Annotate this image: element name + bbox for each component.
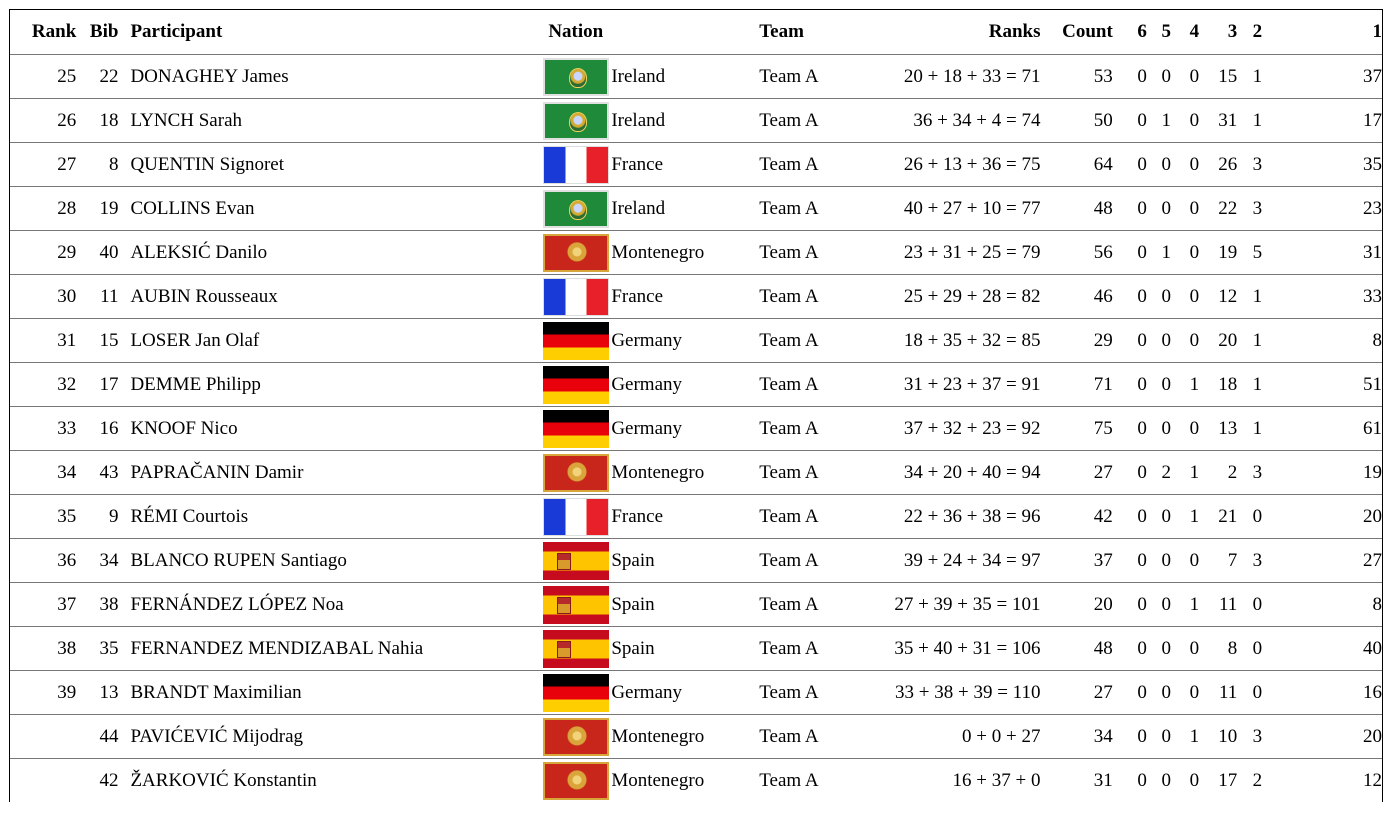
cell-5: 0 <box>1147 759 1171 803</box>
cell-bib: 35 <box>76 627 118 671</box>
nation-name: France <box>611 153 664 175</box>
col-header-bib[interactable]: Bib <box>89 21 119 42</box>
col-header-team[interactable]: Team <box>759 21 804 42</box>
cell-2: 2 <box>1237 759 1277 803</box>
cell-team: Team A <box>759 759 849 803</box>
cell-nation <box>548 143 759 187</box>
cell-5: 1 <box>1147 231 1171 275</box>
cell-bib: 16 <box>76 407 118 451</box>
cell-5: 1 <box>1147 99 1171 143</box>
nation-name: Spain <box>611 549 655 571</box>
cell-team: Team A <box>759 627 849 671</box>
cell-2: 0 <box>1237 671 1277 715</box>
cell-3: 20 <box>1199 319 1237 363</box>
cell-3: 13 <box>1199 407 1237 451</box>
cell-rank: 34 <box>10 451 76 495</box>
cell-count: 48 <box>1040 187 1112 231</box>
spain-flag-icon <box>543 586 609 624</box>
nation-name: Germany <box>611 681 683 703</box>
cell-4: 0 <box>1171 407 1199 451</box>
cell-bib: 17 <box>76 363 118 407</box>
cell-5: 0 <box>1147 715 1171 759</box>
nation-name: Ireland <box>611 109 666 131</box>
cell-5: 0 <box>1147 187 1171 231</box>
cell-team: Team A <box>759 363 849 407</box>
cell-count: 56 <box>1040 231 1112 275</box>
table-row[interactable] <box>10 275 1382 319</box>
cell-nation <box>548 627 759 671</box>
cell-rank: 30 <box>10 275 76 319</box>
cell-participant: ALEKSIĆ Danilo <box>118 231 548 275</box>
cell-ranks: 35 + 40 + 31 = 106 <box>850 627 1041 671</box>
table-row[interactable] <box>10 319 1382 363</box>
cell-nation <box>548 187 759 231</box>
nation-name: France <box>611 505 664 527</box>
cell-ranks: 27 + 39 + 35 = 101 <box>850 583 1041 627</box>
cell-team: Team A <box>759 99 849 143</box>
nation-name: Ireland <box>611 65 666 87</box>
cell-6: 0 <box>1113 407 1147 451</box>
nation-name: Montenegro <box>611 725 705 747</box>
cell-3: 7 <box>1199 539 1237 583</box>
cell-team: Team A <box>759 451 849 495</box>
cell-3: 10 <box>1199 715 1237 759</box>
table-row[interactable] <box>10 759 1382 803</box>
cell-ranks: 31 + 23 + 37 = 91 <box>850 363 1041 407</box>
table-row[interactable] <box>10 407 1382 451</box>
cell-nation <box>548 759 759 803</box>
cell-ranks: 25 + 29 + 28 = 82 <box>850 275 1041 319</box>
cell-1: 8 <box>1277 583 1382 627</box>
cell-3: 11 <box>1199 583 1237 627</box>
cell-bib: 11 <box>76 275 118 319</box>
cell-rank: 33 <box>10 407 76 451</box>
cell-5: 0 <box>1147 671 1171 715</box>
cell-rank: 37 <box>10 583 76 627</box>
cell-1: 19 <box>1277 451 1382 495</box>
table-row[interactable] <box>10 187 1382 231</box>
cell-4: 0 <box>1171 671 1199 715</box>
cell-rank <box>10 759 76 803</box>
cell-5: 0 <box>1147 363 1171 407</box>
cell-3: 11 <box>1199 671 1237 715</box>
cell-4: 0 <box>1171 275 1199 319</box>
cell-team: Team A <box>759 539 849 583</box>
cell-ranks: 18 + 35 + 32 = 85 <box>850 319 1041 363</box>
table-row[interactable] <box>10 671 1382 715</box>
cell-rank: 31 <box>10 319 76 363</box>
cell-6: 0 <box>1113 539 1147 583</box>
col-header-6[interactable]: 6 <box>1137 21 1147 42</box>
table-row[interactable] <box>10 99 1382 143</box>
table-row[interactable] <box>10 363 1382 407</box>
cell-count: 20 <box>1040 583 1112 627</box>
cell-2: 0 <box>1237 583 1277 627</box>
cell-count: 71 <box>1040 363 1112 407</box>
cell-3: 18 <box>1199 363 1237 407</box>
cell-3: 21 <box>1199 495 1237 539</box>
cell-count: 42 <box>1040 495 1112 539</box>
cell-count: 37 <box>1040 539 1112 583</box>
nation-name: Spain <box>611 637 655 659</box>
cell-rank: 39 <box>10 671 76 715</box>
cell-participant: QUENTIN Signoret <box>118 143 548 187</box>
cell-nation <box>548 319 759 363</box>
ireland-flag-icon <box>543 190 609 228</box>
col-header-rank[interactable]: Rank <box>31 21 77 42</box>
cell-count: 46 <box>1040 275 1112 319</box>
cell-nation <box>548 583 759 627</box>
cell-2: 1 <box>1237 55 1277 99</box>
cell-5: 0 <box>1147 143 1171 187</box>
cell-6: 0 <box>1113 275 1147 319</box>
cell-4: 0 <box>1171 627 1199 671</box>
cell-4: 1 <box>1171 715 1199 759</box>
cell-6: 0 <box>1113 495 1147 539</box>
nation-name: Montenegro <box>611 769 705 791</box>
cell-4: 0 <box>1171 99 1199 143</box>
cell-4: 0 <box>1171 143 1199 187</box>
col-header-ranks[interactable]: Ranks <box>988 21 1041 42</box>
cell-rank: 29 <box>10 231 76 275</box>
cell-nation <box>548 363 759 407</box>
cell-5: 0 <box>1147 627 1171 671</box>
cell-rank <box>10 715 76 759</box>
cell-ranks: 22 + 36 + 38 = 96 <box>850 495 1041 539</box>
cell-ranks: 39 + 24 + 34 = 97 <box>850 539 1041 583</box>
ireland-flag-icon <box>543 58 609 96</box>
cell-team: Team A <box>759 319 849 363</box>
col-header-participant[interactable]: Participant <box>130 21 223 42</box>
cell-2: 3 <box>1237 143 1277 187</box>
cell-rank: 26 <box>10 99 76 143</box>
cell-4: 1 <box>1171 363 1199 407</box>
cell-count: 27 <box>1040 451 1112 495</box>
cell-participant: AUBIN Rousseaux <box>118 275 548 319</box>
cell-6: 0 <box>1113 187 1147 231</box>
cell-bib: 43 <box>76 451 118 495</box>
cell-bib: 13 <box>76 671 118 715</box>
cell-6: 0 <box>1113 319 1147 363</box>
cell-4: 0 <box>1171 187 1199 231</box>
cell-6: 0 <box>1113 759 1147 803</box>
cell-nation <box>548 539 759 583</box>
col-header-4[interactable]: 4 <box>1189 21 1200 42</box>
france-flag-icon <box>543 146 609 184</box>
cell-team: Team A <box>759 495 849 539</box>
cell-1: 35 <box>1277 143 1382 187</box>
cell-team: Team A <box>759 55 849 99</box>
cell-bib: 42 <box>76 759 118 803</box>
cell-5: 0 <box>1147 319 1171 363</box>
cell-1: 17 <box>1277 99 1382 143</box>
results-table-container <box>9 9 1383 802</box>
cell-nation <box>548 275 759 319</box>
ireland-flag-icon <box>543 102 609 140</box>
cell-6: 0 <box>1113 583 1147 627</box>
cell-ranks: 34 + 20 + 40 = 94 <box>850 451 1041 495</box>
cell-team: Team A <box>759 143 849 187</box>
col-header-3[interactable]: 3 <box>1227 21 1238 42</box>
cell-6: 0 <box>1113 143 1147 187</box>
cell-bib: 44 <box>76 715 118 759</box>
cell-6: 0 <box>1113 99 1147 143</box>
table-row[interactable] <box>10 55 1382 99</box>
cell-bib: 15 <box>76 319 118 363</box>
cell-nation <box>548 99 759 143</box>
cell-1: 20 <box>1277 715 1382 759</box>
cell-4: 0 <box>1171 319 1199 363</box>
col-header-nation[interactable]: Nation <box>548 21 604 42</box>
cell-1: 61 <box>1277 407 1382 451</box>
cell-4: 0 <box>1171 759 1199 803</box>
cell-4: 0 <box>1171 55 1199 99</box>
cell-rank: 36 <box>10 539 76 583</box>
cell-1: 16 <box>1277 671 1382 715</box>
cell-team: Team A <box>759 231 849 275</box>
cell-2: 3 <box>1237 451 1277 495</box>
cell-4: 0 <box>1171 231 1199 275</box>
header-row <box>10 10 1382 55</box>
germany-flag-icon <box>543 410 609 448</box>
cell-4: 1 <box>1171 451 1199 495</box>
spain-flag-icon <box>543 630 609 668</box>
cell-rank: 38 <box>10 627 76 671</box>
cell-3: 12 <box>1199 275 1237 319</box>
cell-ranks: 20 + 18 + 33 = 71 <box>850 55 1041 99</box>
france-flag-icon <box>543 278 609 316</box>
cell-2: 1 <box>1237 99 1277 143</box>
nation-name: Germany <box>611 373 683 395</box>
nation-name: Germany <box>611 329 683 351</box>
cell-bib: 18 <box>76 99 118 143</box>
cell-ranks: 23 + 31 + 25 = 79 <box>850 231 1041 275</box>
cell-2: 3 <box>1237 187 1277 231</box>
cell-5: 0 <box>1147 539 1171 583</box>
cell-2: 3 <box>1237 715 1277 759</box>
cell-ranks: 33 + 38 + 39 = 110 <box>850 671 1041 715</box>
cell-6: 0 <box>1113 671 1147 715</box>
cell-bib: 8 <box>76 143 118 187</box>
montenegro-flag-icon <box>543 234 609 272</box>
cell-5: 0 <box>1147 495 1171 539</box>
cell-team: Team A <box>759 275 849 319</box>
cell-5: 0 <box>1147 407 1171 451</box>
cell-1: 23 <box>1277 187 1382 231</box>
cell-3: 2 <box>1199 451 1237 495</box>
cell-6: 0 <box>1113 231 1147 275</box>
cell-bib: 22 <box>76 55 118 99</box>
cell-6: 0 <box>1113 627 1147 671</box>
cell-participant: DONAGHEY James <box>118 55 548 99</box>
cell-count: 48 <box>1040 627 1112 671</box>
montenegro-flag-icon <box>543 718 609 756</box>
cell-3: 17 <box>1199 759 1237 803</box>
cell-team: Team A <box>759 671 849 715</box>
cell-bib: 9 <box>76 495 118 539</box>
cell-participant: BLANCO RUPEN Santiago <box>118 539 548 583</box>
cell-6: 0 <box>1113 451 1147 495</box>
cell-rank: 25 <box>10 55 76 99</box>
cell-participant: DEMME Philipp <box>118 363 548 407</box>
cell-1: 33 <box>1277 275 1382 319</box>
nation-name: Ireland <box>611 197 666 219</box>
cell-1: 8 <box>1277 319 1382 363</box>
cell-2: 3 <box>1237 539 1277 583</box>
cell-4: 1 <box>1171 495 1199 539</box>
cell-1: 20 <box>1277 495 1382 539</box>
cell-3: 22 <box>1199 187 1237 231</box>
cell-rank: 27 <box>10 143 76 187</box>
cell-nation <box>548 671 759 715</box>
cell-2: 5 <box>1237 231 1277 275</box>
cell-2: 1 <box>1237 363 1277 407</box>
cell-participant: ŽARKOVIĆ Konstantin <box>118 759 548 803</box>
cell-count: 27 <box>1040 671 1112 715</box>
cell-nation <box>548 231 759 275</box>
col-header-5[interactable]: 5 <box>1161 21 1172 42</box>
cell-bib: 40 <box>76 231 118 275</box>
cell-participant: COLLINS Evan <box>118 187 548 231</box>
montenegro-flag-icon <box>543 454 609 492</box>
germany-flag-icon <box>543 674 609 712</box>
cell-3: 31 <box>1199 99 1237 143</box>
cell-3: 19 <box>1199 231 1237 275</box>
cell-participant: LOSER Jan Olaf <box>118 319 548 363</box>
cell-count: 50 <box>1040 99 1112 143</box>
col-header-count[interactable]: Count <box>1062 21 1113 42</box>
cell-count: 34 <box>1040 715 1112 759</box>
cell-bib: 19 <box>76 187 118 231</box>
cell-nation <box>548 451 759 495</box>
table-row[interactable] <box>10 495 1382 539</box>
cell-5: 0 <box>1147 275 1171 319</box>
cell-2: 1 <box>1237 407 1277 451</box>
cell-6: 0 <box>1113 715 1147 759</box>
cell-nation <box>548 495 759 539</box>
cell-2: 0 <box>1237 495 1277 539</box>
cell-bib: 34 <box>76 539 118 583</box>
cell-1: 27 <box>1277 539 1382 583</box>
cell-team: Team A <box>759 407 849 451</box>
cell-nation <box>548 55 759 99</box>
cell-ranks: 16 + 37 + 0 <box>850 759 1041 803</box>
cell-participant: FERNÁNDEZ LÓPEZ Noa <box>118 583 548 627</box>
table-row[interactable] <box>10 715 1382 759</box>
results-table <box>10 10 1382 802</box>
col-header-2[interactable]: 2 <box>1252 21 1263 42</box>
results-body <box>10 55 1382 803</box>
cell-2: 0 <box>1237 627 1277 671</box>
cell-5: 0 <box>1147 583 1171 627</box>
cell-nation <box>548 407 759 451</box>
cell-ranks: 0 + 0 + 27 <box>850 715 1041 759</box>
cell-2: 1 <box>1237 275 1277 319</box>
col-header-1[interactable]: 1 <box>1372 21 1382 42</box>
cell-3: 15 <box>1199 55 1237 99</box>
cell-1: 51 <box>1277 363 1382 407</box>
cell-ranks: 37 + 32 + 23 = 92 <box>850 407 1041 451</box>
cell-team: Team A <box>759 583 849 627</box>
cell-5: 2 <box>1147 451 1171 495</box>
montenegro-flag-icon <box>543 762 609 800</box>
cell-participant: FERNANDEZ MENDIZABAL Nahia <box>118 627 548 671</box>
cell-6: 0 <box>1113 363 1147 407</box>
cell-1: 31 <box>1277 231 1382 275</box>
nation-name: Germany <box>611 417 683 439</box>
cell-3: 8 <box>1199 627 1237 671</box>
cell-team: Team A <box>759 715 849 759</box>
table-row[interactable] <box>10 627 1382 671</box>
spain-flag-icon <box>543 542 609 580</box>
france-flag-icon <box>543 498 609 536</box>
cell-rank: 35 <box>10 495 76 539</box>
cell-nation <box>548 715 759 759</box>
table-row[interactable] <box>10 451 1382 495</box>
cell-participant: PAVIĆEVIĆ Mijodrag <box>118 715 548 759</box>
cell-count: 53 <box>1040 55 1112 99</box>
table-row[interactable] <box>10 143 1382 187</box>
cell-participant: PAPRAČANIN Damir <box>118 451 548 495</box>
cell-participant: RÉMI Courtois <box>118 495 548 539</box>
cell-ranks: 26 + 13 + 36 = 75 <box>850 143 1041 187</box>
cell-rank: 32 <box>10 363 76 407</box>
cell-participant: BRANDT Maximilian <box>118 671 548 715</box>
cell-1: 40 <box>1277 627 1382 671</box>
cell-6: 0 <box>1113 55 1147 99</box>
cell-4: 1 <box>1171 583 1199 627</box>
cell-count: 29 <box>1040 319 1112 363</box>
cell-5: 0 <box>1147 55 1171 99</box>
germany-flag-icon <box>543 366 609 404</box>
table-row[interactable] <box>10 231 1382 275</box>
germany-flag-icon <box>543 322 609 360</box>
cell-participant: KNOOF Nico <box>118 407 548 451</box>
nation-name: Montenegro <box>611 461 705 483</box>
cell-participant: LYNCH Sarah <box>118 99 548 143</box>
nation-name: France <box>611 285 664 307</box>
cell-ranks: 40 + 27 + 10 = 77 <box>850 187 1041 231</box>
table-row[interactable] <box>10 539 1382 583</box>
table-row[interactable] <box>10 583 1382 627</box>
cell-ranks: 36 + 34 + 4 = 74 <box>850 99 1041 143</box>
cell-count: 64 <box>1040 143 1112 187</box>
nation-name: Montenegro <box>611 241 705 263</box>
cell-1: 37 <box>1277 55 1382 99</box>
cell-4: 0 <box>1171 539 1199 583</box>
cell-2: 1 <box>1237 319 1277 363</box>
nation-name: Spain <box>611 593 655 615</box>
cell-bib: 38 <box>76 583 118 627</box>
cell-count: 75 <box>1040 407 1112 451</box>
cell-1: 12 <box>1277 759 1382 803</box>
cell-rank: 28 <box>10 187 76 231</box>
cell-3: 26 <box>1199 143 1237 187</box>
cell-count: 31 <box>1040 759 1112 803</box>
cell-team: Team A <box>759 187 849 231</box>
